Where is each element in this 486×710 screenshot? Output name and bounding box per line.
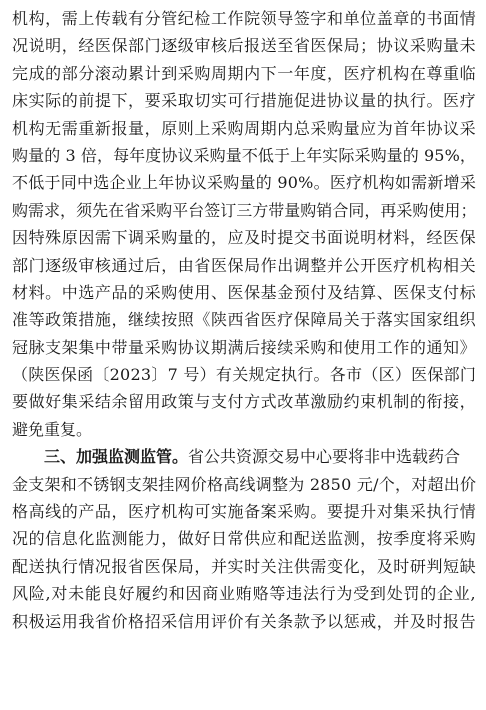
section-3-heading: 三、加强监测监管。 <box>44 447 189 467</box>
section-3-first-line <box>12 443 476 470</box>
text-line: 机 构 无 需 重 新 报 量 ， 原 则 上 采 购 周 期 内 总 采 购 量 应 为 首 年 协 议 采 <box>12 118 476 138</box>
text-line: 况 的 信 息 化 监 测 能 力 ， 做 好 日 常 供 应 和 配 送 监 测 ， 按 季 度 将 采 购 <box>12 529 476 549</box>
section-3-text: 省公共资源交易中心要将非中选载药合 <box>188 447 461 467</box>
text-line: 购 量 的 3 倍 ， 每 年 度 协 议 采 购 量 不 低 于 上 年 实 际 采 购 量 的 9 5 % ， <box>12 145 476 165</box>
text-line: 材 料 。 中 选 产 品 的 采 购 使 用 、 医 保 基 金 预 付 及 结 算 、 医 保 支 付 标 <box>12 282 476 302</box>
text-line: 准 等 政 策 措 施 ， 继 续 按 照 《 陕 西 省 医 疗 保 障 局 关 于 落 实 国 家 组 织 <box>12 310 476 330</box>
text-line: 机 构 ， 需 上 传 载 有 分 管 纪 检 工 作 院 领 导 签 字 和 单 位 盖 章 的 书 面 情 <box>12 9 476 28</box>
text-line: 避免重复。 <box>12 419 93 439</box>
text-line: 积 极 运 用 我 省 价 格 招 采 信 用 评 价 有 关 条 款 予 以 惩 戒 ， 并 及 时 报 告 <box>12 611 476 631</box>
text-line: 格 高 线 的 产 品 ， 医 疗 机 构 可 实 施 备 案 采 购 。 要 提 升 对 集 采 执 行 情 <box>12 502 476 522</box>
text-line: 金 支 架 和 不 锈 钢 支 架 挂 网 价 格 高 线 调 整 为 2 8 5 0 元 / 个 ， 对 超 出 价 <box>12 474 476 494</box>
text-line: 部 门 逐 级 审 核 通 过 后 ， 由 省 医 保 局 作 出 调 整 并 公 开 医 疗 机 构 相 关 <box>12 255 476 275</box>
text-line: 购 需 求 ， 须 先 在 省 采 购 平 台 签 订 三 方 带 量 购 销 合 同 ， 再 采 购 使 用 ； <box>12 200 476 220</box>
text-line: 配 送 执 行 情 况 报 省 医 保 局 ， 并 实 时 关 注 供 需 变 化 ， 及 时 研 判 短 缺 <box>12 556 476 576</box>
text-line: 风 险 , 对 未 能 良 好 履 约 和 因 商 业 贿 赂 等 违 法 行 为 受 到 处 罚 的 企 业 , <box>12 584 476 604</box>
text-line: （ 陕 医 保 函 〔 2 0 2 3 〕 7 号 ） 有 关 规 定 执 行 。 各 市 （ 区 ） 医 保 部 门 <box>12 365 476 385</box>
text-line: 况 说 明 ， 经 医 保 部 门 逐 级 审 核 后 报 送 至 省 医 保 局 ； 协 议 采 购 量 未 <box>12 36 476 56</box>
text-line: 要 做 好 集 采 结 余 留 用 政 策 与 支 付 方 式 改 革 激 励 约 束 机 制 的 衔 接 ， <box>12 392 476 412</box>
text-line: 因 特 殊 原 因 需 下 调 采 购 量 的 ， 应 及 时 提 交 书 面 说 明 材 料 ， 经 医 保 <box>12 228 476 248</box>
text-line: 不 低 于 同 中 选 企 业 上 年 协 议 采 购 量 的 9 0 % 。 医 疗 机 构 如 需 新 增 采 <box>12 173 476 193</box>
text-line: 床 实 际 的 前 提 下 ， 要 采 取 切 实 可 行 措 施 促 进 协 议 量 的 执 行 。 医 疗 <box>12 91 476 111</box>
text-line: 完 成 的 部 分 滚 动 累 计 到 采 购 周 期 内 下 一 年 度 ， 医 疗 机 构 在 尊 重 临 <box>12 63 476 83</box>
document-page <box>12 5 476 635</box>
text-line: 冠 脉 支 架 集 中 带 量 采 购 协 议 期 满 后 接 续 采 购 和 使 用 工 作 的 通 知 》 <box>12 337 476 357</box>
